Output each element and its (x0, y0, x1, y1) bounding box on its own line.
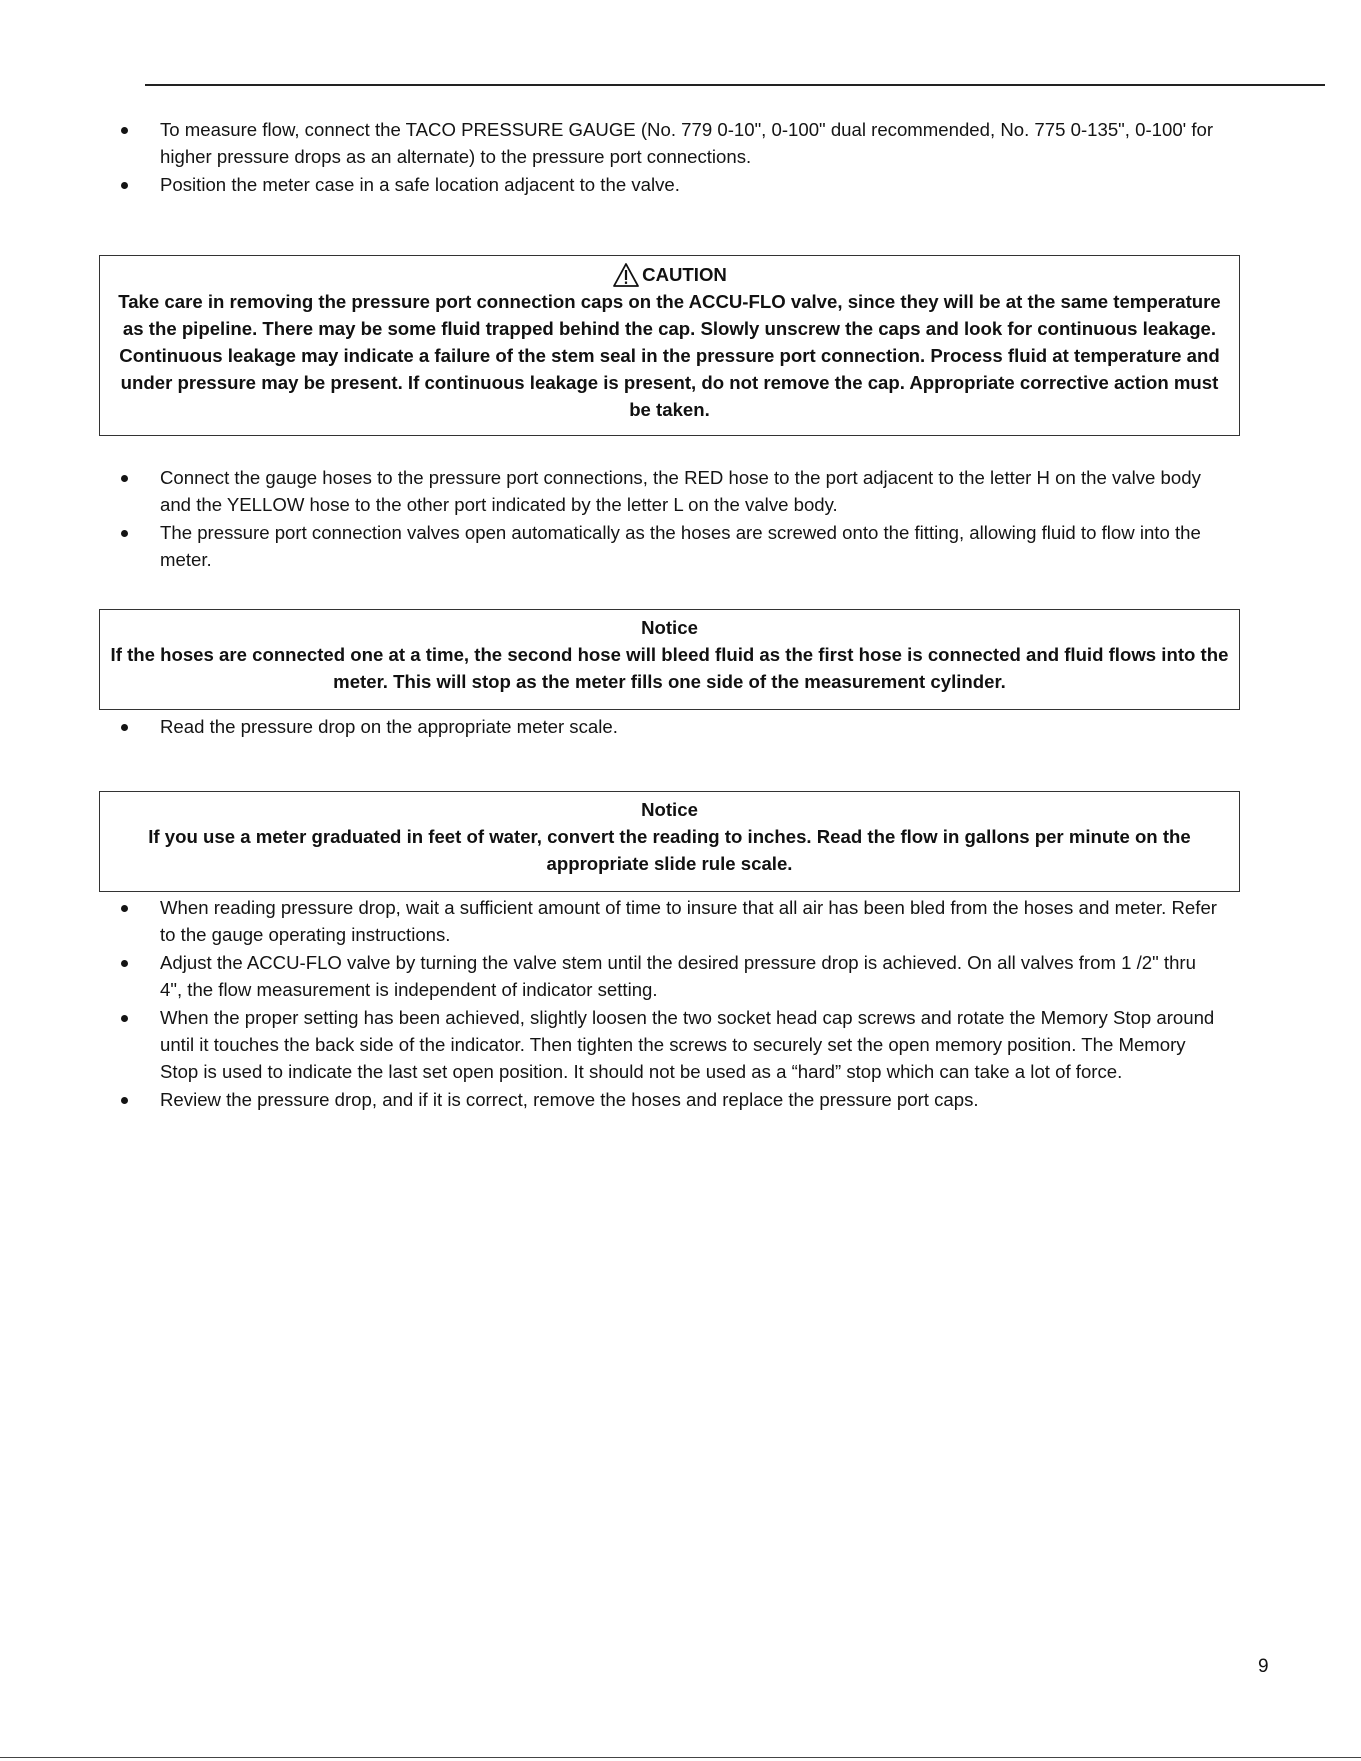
list-item: Review the pressure drop, and if it is correct, remove the hoses and replace the pressure port caps. (0, 1086, 1222, 1113)
caution-heading-row (110, 261, 1229, 288)
bullet-icon (121, 475, 128, 482)
notice-box-hoses (99, 609, 1240, 710)
caution-box (99, 255, 1240, 436)
list-item: The pressure port connection valves open automatically as the hoses are screwed onto the fitting, allowing fluid to flow into the meter. (0, 519, 1222, 573)
footer-rule (0, 1757, 1361, 1758)
warning-triangle-icon (612, 262, 640, 288)
header-rule (145, 84, 1325, 86)
bullet-list-adjust (0, 894, 1361, 1114)
list-item: When reading pressure drop, wait a sufficient amount of time to insure that all air has been bled from the hoses and meter. Refer to the gauge operating instructions. (0, 894, 1222, 948)
bullet-list-hoses (0, 464, 1361, 574)
bullet-icon (121, 960, 128, 967)
notice-heading: Notice (641, 617, 698, 638)
bullet-list-measure (0, 116, 1361, 199)
notice-text: If you use a meter graduated in feet of water, convert the reading to inches. Read the flow in gallons per minute on the appropriate slide rule scale. (148, 826, 1191, 874)
list-item: To measure flow, connect the TACO PRESSURE GAUGE (No. 779 0-10", 0-100" dual recommended, No. 775 0-135", 0-100' for higher pressure drops as an alternate) to the pressure port connections. (0, 116, 1222, 170)
notice-box-meter (99, 791, 1240, 892)
list-item: Adjust the ACCU-FLO valve by turning the valve stem until the desired pressure drop is achieved. On all valves from 1 /2" thru 4", the flow measurement is independent of indicator setting. (0, 949, 1222, 1003)
list-item: Read the pressure drop on the appropriate meter scale. (0, 713, 1222, 740)
notice-text: If the hoses are connected one at a time, the second hose will bleed fluid as the first hose is connected and fluid flows into the meter. This will stop as the meter fills one side of the measurement cylinder. (110, 644, 1229, 692)
bullet-icon (121, 905, 128, 912)
bullet-icon (121, 724, 128, 731)
caution-heading: CAUTION (642, 264, 727, 285)
bullet-icon (121, 182, 128, 189)
page-number: 9 (1258, 1656, 1269, 1677)
list-item: Connect the gauge hoses to the pressure port connections, the RED hose to the port adjacent to the letter H on the valve body and the YELLOW hose to the other port indicated by the letter L on the valve body. (0, 464, 1222, 518)
bullet-icon (121, 127, 128, 134)
bullet-icon (121, 1097, 128, 1104)
bullet-icon (121, 1015, 128, 1022)
caution-text: Take care in removing the pressure port connection caps on the ACCU-FLO valve, since they will be at the same temperature as the pipeline. There may be some fluid trapped behind the cap. Slowly unscrew the caps and look for continuous leakage. Continuous leakage may indicate a failure of the stem seal in the pressure port connection. Process fluid at temperature and under pressure may be present. If continuous leakage is present, do not remove the cap. Appropriate corrective action must be taken. (118, 291, 1221, 420)
list-item: When the proper setting has been achieved, slightly loosen the two socket head cap screws and rotate the Memory Stop around until it touches the back side of the indicator. Then tighten the screws to securely set the open memory position. The Memory Stop is used to indicate the last set open position. It should not be used as a “hard” stop which can take a lot of force. (0, 1004, 1222, 1085)
bullet-icon (121, 530, 128, 537)
notice-heading: Notice (641, 799, 698, 820)
bullet-list-read (0, 713, 1361, 741)
list-item: Position the meter case in a safe location adjacent to the valve. (0, 171, 1222, 198)
